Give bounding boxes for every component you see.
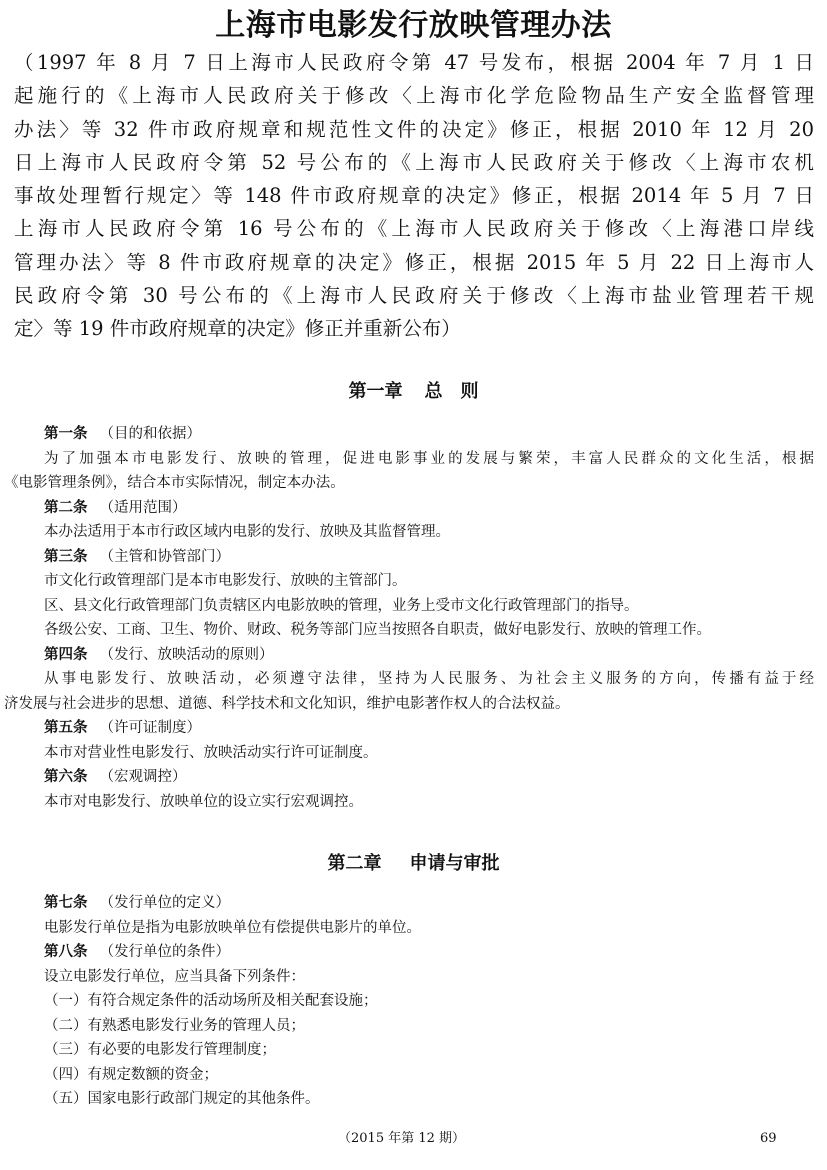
article-number: 第八条 (44, 944, 88, 960)
preamble (14, 46, 814, 346)
paragraph: 电影发行单位是指为电影放映单位有偿提供电影片的单位。 (44, 919, 421, 936)
preamble-line: （1997 年 8 月 7 日上海市人民政府令第 47 号发布，根据 2004 年 7 月 1 日 (14, 51, 814, 74)
article-heading (44, 545, 814, 570)
article-heading (44, 422, 814, 447)
preamble-line: 定〉等 19 件市政府规章的决定》修正并重新公布） (14, 317, 461, 341)
preamble-line: 事故处理暂行规定〉等 148 件市政府规章的决定》修正，根据 2014 年 5 月 7 日 (14, 184, 814, 208)
list-item: （三）有必要的电影发行管理制度； (44, 1042, 276, 1058)
article-subtitle: （主管和协管部门） (99, 548, 230, 565)
preamble-line: 起施行的《上海市人民政府关于修改〈上海市化学危险物品生产安全监督管理 (14, 84, 814, 108)
preamble-line: 日上海市人民政府令第 52 号公布的《上海市人民政府关于修改〈上海市农机 (14, 150, 814, 174)
list-item: （五）国家电影行政部门规定的其他条件。 (44, 1091, 320, 1107)
article-subtitle: （适用范围） (99, 499, 187, 516)
article-heading (44, 716, 814, 741)
paragraph: 区、县文化行政管理部门负责辖区内电影放映的管理，业务上受市文化行政管理部门的指导。 (44, 597, 639, 614)
paragraph: 市文化行政管理部门是本市电影发行、放映的主管部门。 (44, 573, 407, 589)
list-item: （一）有符合规定条件的活动场所及相关配套设施； (44, 993, 378, 1009)
page-number: 69 (760, 1131, 777, 1146)
article-number: 第四条 (44, 646, 88, 663)
article-heading (44, 765, 814, 790)
preamble-line: 办法〉等 32 件市政府规章和规范性文件的决定》修正，根据 2010 年 12 月 20 (14, 117, 814, 141)
article-subtitle: （宏观调控） (99, 769, 187, 785)
list-item: （二）有熟悉电影发行业务的管理人员； (44, 1017, 305, 1034)
article-heading (44, 891, 814, 916)
preamble-line: 上海市人民政府令第 16 号公布的《上海市人民政府关于修改〈上海港口岸线 (14, 217, 814, 241)
article-subtitle: （发行、放映活动的原则） (99, 646, 274, 663)
paragraph: 从事电影发行、放映活动，必须遵守法律，坚持为人民服务、为社会主义服务的方向，传播有益于经 (44, 671, 814, 687)
paragraph: 本办法适用于本市行政区域内电影的发行、放映及其监督管理。 (44, 524, 450, 540)
document-title: 上海市电影发行放映管理办法 (215, 8, 612, 43)
chapter-heading (0, 380, 827, 404)
preamble-line: 民政府令第 30 号公布的《上海市人民政府关于修改〈上海市盐业管理若干规 (14, 284, 814, 308)
article-heading (44, 496, 814, 521)
paragraph: 本市对电影发行、放映单位的设立实行宏观调控。 (44, 793, 363, 810)
chapter1-body (4, 422, 814, 814)
article-number: 第五条 (44, 720, 88, 736)
article-number: 第一条 (44, 426, 88, 442)
article-heading (44, 940, 814, 965)
paragraph: 《电影管理条例》，结合本市实际情况，制定本办法。 (4, 475, 345, 491)
paragraph: 济发展与社会进步的思想、道德、科学技术和文化知识，维护电影著作权人的合法权益。 (4, 695, 570, 712)
article-subtitle: （发行单位的定义） (99, 895, 230, 911)
article-number: 第三条 (44, 548, 88, 565)
article-subtitle: （许可证制度） (99, 720, 201, 736)
chapter-name: 总 则 (424, 381, 479, 402)
chapter-name: 申请与审批 (409, 853, 500, 874)
article-number: 第二条 (44, 499, 88, 516)
list-item: （四）有规定数额的资金； (44, 1066, 218, 1083)
article-number: 第六条 (44, 769, 88, 785)
paragraph: 为了加强本市电影发行、放映的管理，促进电影事业的发展与繁荣，丰富人民群众的文化生活，根据 (44, 450, 814, 467)
chapter-number: 第一章 (348, 381, 403, 402)
chapter-heading (0, 852, 827, 876)
paragraph: 本市对营业性电影发行、放映活动实行许可证制度。 (44, 744, 378, 761)
article-subtitle: （发行单位的条件） (99, 944, 230, 960)
article-heading (44, 643, 814, 668)
paragraph: 各级公安、工商、卫生、物价、财政、税务等部门应当按照各自职责，做好电影发行、放映的管理工作。 (44, 622, 711, 638)
preamble-line: 管理办法〉等 8 件市政府规章的决定》修正，根据 2015 年 5 月 22 日上海市人 (14, 250, 814, 274)
issue-label: （2015 年第 12 期） (338, 1131, 466, 1146)
article-subtitle: （目的和依据） (99, 426, 201, 442)
article-number: 第七条 (44, 895, 88, 911)
paragraph: 设立电影发行单位，应当具备下列条件： (44, 968, 305, 985)
chapter-number: 第二章 (327, 853, 382, 874)
chapter2-body (44, 891, 814, 1112)
